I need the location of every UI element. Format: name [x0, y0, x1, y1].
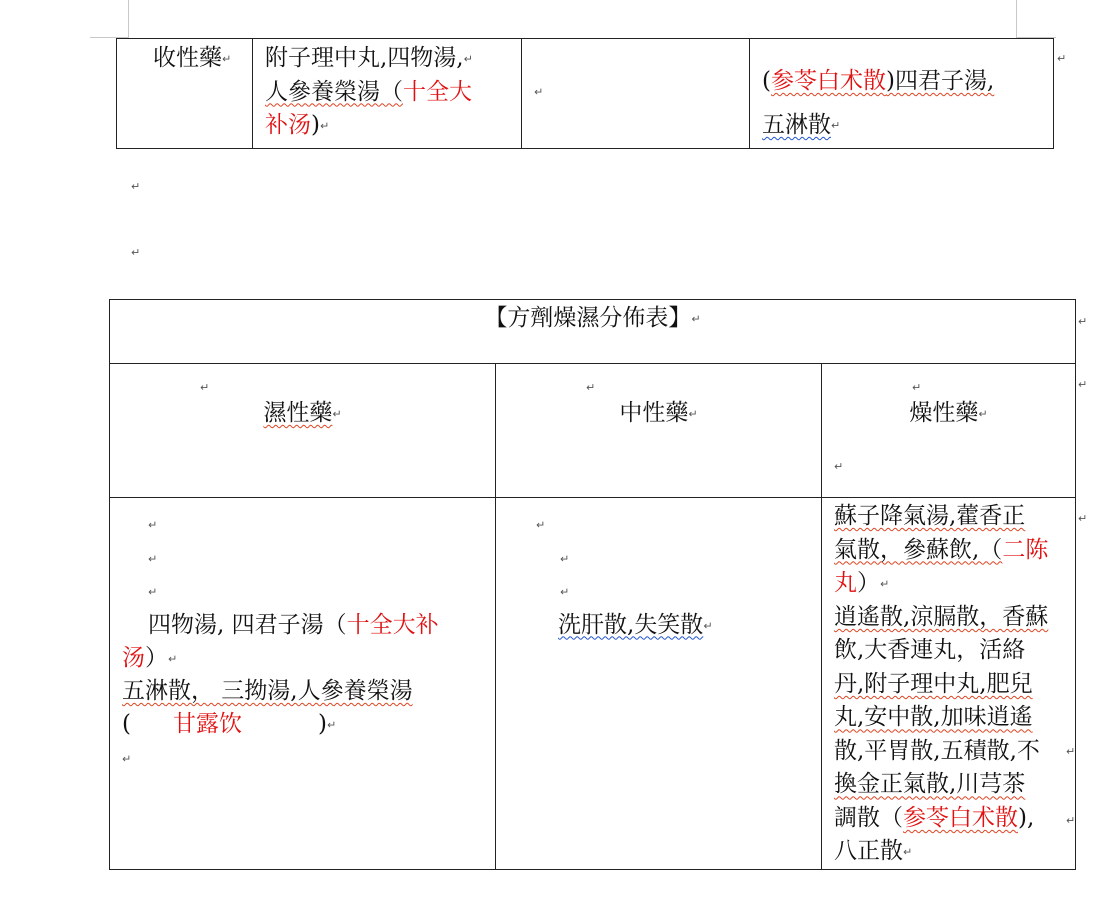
dry-l9: 換金正氣散,川芎茶 — [834, 771, 1026, 798]
row-end-mark-icon: ↵ — [1078, 512, 1088, 525]
formula-line-1: 附子理中丸,四物湯, — [265, 45, 464, 71]
top-cell-dry[interactable] — [750, 39, 1054, 149]
header-wet-cell[interactable] — [110, 364, 496, 498]
top-cell-empty[interactable] — [522, 39, 750, 149]
paragraph-mark-icon: ↵ — [688, 407, 698, 421]
formula-close: ) — [311, 111, 320, 138]
header-neutral: 中性藥 — [619, 400, 689, 426]
paragraph-mark-icon: ↵ — [912, 381, 922, 394]
paragraph-mark-icon: ↵ — [168, 652, 178, 665]
dry-l3: ） — [857, 570, 880, 596]
dry-l10: 調散（ — [834, 804, 903, 831]
dry-rest: )四君子湯, — [885, 68, 995, 94]
paragraph-mark-icon: ↵ — [560, 552, 570, 565]
dry-formulas-cell[interactable] — [822, 498, 1076, 870]
dry-l4: 逍遙散,涼膈散，香蘇 — [834, 603, 1049, 630]
dry-line-2: 五淋散 — [762, 112, 831, 138]
header-dry: 燥性藥 — [909, 400, 979, 426]
wet-open: ( — [122, 711, 131, 737]
top-table — [116, 38, 1054, 149]
paragraph-mark-icon: ↵ — [880, 577, 890, 591]
wet-close: ） — [145, 644, 168, 671]
astringent-label: 收性藥 — [153, 45, 222, 71]
formula-red-1: 十全大 — [403, 78, 472, 105]
formula-red-2: 补汤 — [265, 111, 311, 138]
paragraph-mark-icon: ↵ — [534, 85, 544, 99]
paragraph-mark-icon: ↵ — [831, 119, 841, 132]
row-end-mark-icon: ↵ — [1078, 378, 1088, 391]
dry-l8: 散,平胃散,五積散,不 — [834, 737, 1040, 764]
margin-guide-right — [1016, 0, 1017, 38]
table-title: 【方劑燥濕分佈表】 — [484, 305, 692, 331]
paragraph-mark-icon: ↵ — [691, 312, 701, 326]
dry-open: ( — [762, 68, 771, 94]
dry-l6: 丹,附子理中丸,肥兒 — [834, 670, 1033, 697]
formula-line-2: 人參養榮湯（ — [265, 78, 403, 105]
paragraph-mark-icon: ↵ — [148, 552, 158, 565]
wet-red-1: 十全大补 — [346, 611, 439, 638]
header-neutral-cell[interactable] — [496, 364, 822, 498]
wet-line-3: 五淋散， 三拗湯,人參養榮湯 — [122, 678, 413, 704]
dry-l1: 蘇子降氣湯,藿香正 — [834, 503, 1026, 529]
empty-paragraph-mark-icon: ↵ — [131, 180, 141, 193]
wet-line-1: 四物湯, 四君子湯（ — [148, 611, 347, 638]
paragraph-mark-icon: ↵ — [319, 119, 330, 132]
row-end-mark-icon: ↵ — [1078, 315, 1088, 328]
margin-guide-left — [128, 0, 129, 38]
header-dry-cell[interactable] — [822, 364, 1076, 498]
dry-l5: 飲,大香連丸，活絡 — [834, 637, 1026, 664]
paragraph-mark-icon: ↵ — [200, 381, 210, 394]
paragraph-mark-icon: ↵ — [332, 407, 342, 421]
row-end-mark-icon: ↵ — [1057, 52, 1067, 65]
top-cell-formulas[interactable] — [253, 39, 522, 149]
top-cell-astringent[interactable] — [117, 39, 253, 149]
wet-red-2: 汤 — [122, 644, 145, 671]
paragraph-mark-icon: ↵ — [586, 381, 596, 394]
paragraph-mark-icon: ↵ — [222, 52, 232, 66]
wet-red-3: 甘露饮 — [172, 711, 242, 737]
wet-close-2: ) — [317, 711, 327, 737]
dry-red: 参苓白术散 — [770, 68, 886, 94]
paragraph-mark-icon: ↵ — [978, 407, 988, 421]
wet-formulas-cell[interactable] — [110, 498, 496, 870]
table-title-cell[interactable] — [110, 300, 1076, 364]
paragraph-mark-icon: ↵ — [148, 585, 158, 599]
paragraph-mark-icon: ↵ — [148, 518, 158, 532]
dry-l2-red: 二陈 — [1002, 536, 1049, 563]
paragraph-mark-icon: ↵ — [703, 619, 713, 632]
dry-l2: 氣散，參蘇飲,（ — [834, 536, 1003, 563]
dry-l11: 八正散 — [834, 838, 903, 865]
dry-l7: 丸,安中散,加味逍遙 — [834, 704, 1033, 731]
paragraph-mark-icon: ↵ — [834, 459, 844, 473]
neutral-line-1: 洗肝散,失笑散 — [558, 611, 704, 638]
dry-l10-red: 参苓白术散 — [903, 804, 1018, 831]
paragraph-mark-icon: ↵ — [463, 52, 473, 66]
row-end-mark-icon: ↵ — [1066, 814, 1076, 827]
paragraph-mark-icon: ↵ — [122, 752, 132, 765]
paragraph-mark-icon: ↵ — [326, 718, 337, 732]
row-end-mark-icon: ↵ — [1066, 745, 1076, 758]
dry-l3-red: 丸 — [834, 570, 857, 596]
empty-paragraph-mark-icon: ↵ — [131, 246, 141, 259]
header-wet: 濕性藥 — [263, 400, 333, 426]
formula-distribution-table — [109, 299, 1076, 870]
paragraph-mark-icon: ↵ — [536, 518, 546, 532]
neutral-formulas-cell[interactable] — [496, 498, 822, 870]
paragraph-mark-icon: ↵ — [560, 585, 570, 599]
paragraph-mark-icon: ↵ — [903, 845, 913, 859]
dry-l10-close: ), — [1018, 804, 1035, 831]
